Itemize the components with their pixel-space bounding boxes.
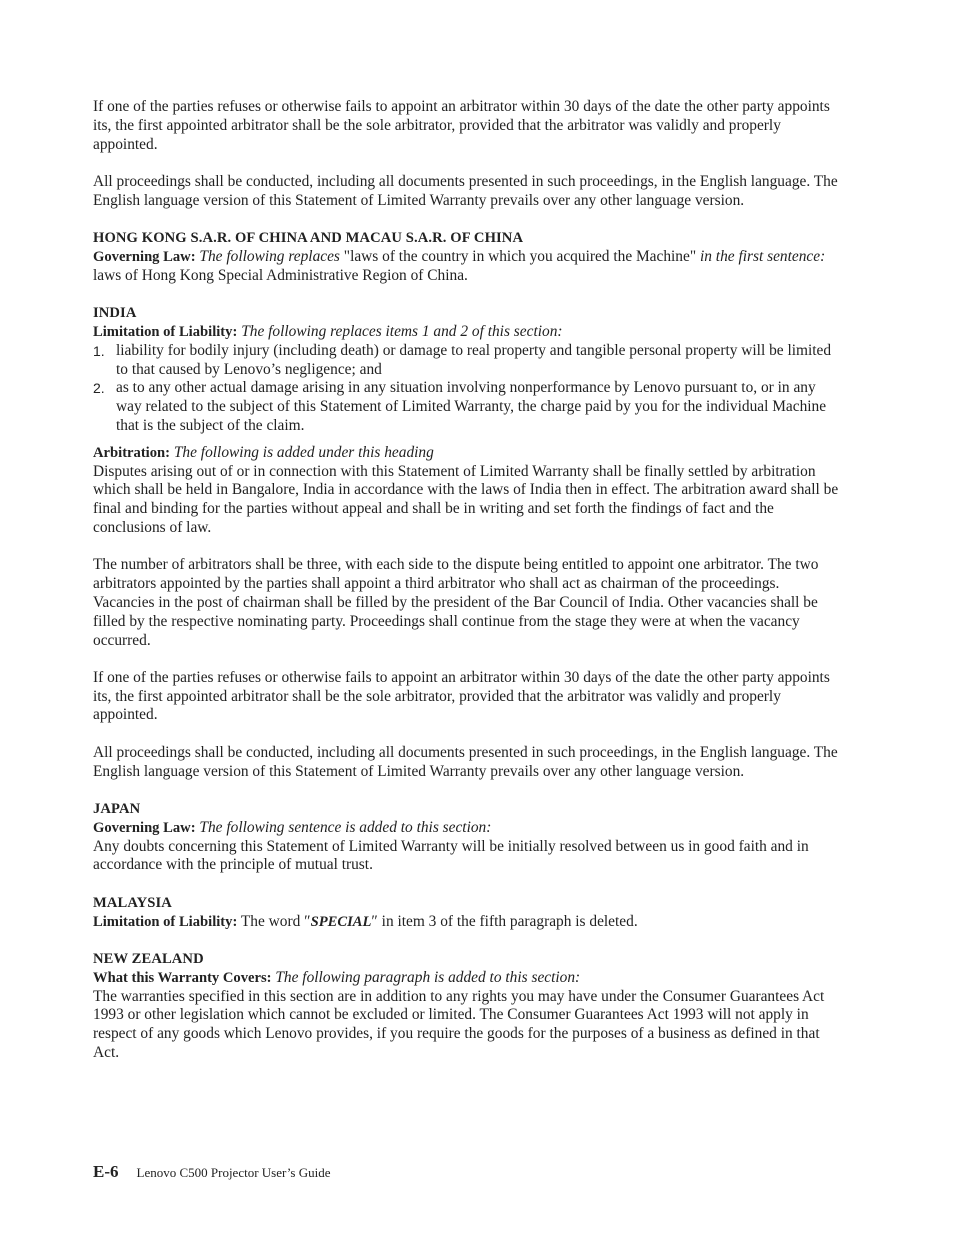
japan-governing-law-text: Any doubts concerning this Statement of Limited Warranty will be initially resolved between us in good faith and in accordance with the principle of mutual trust. — [93, 837, 809, 874]
liability-intro-text: The following replaces items 1 and 2 of this section: — [241, 322, 563, 340]
new-zealand-text: The warranties specified in this section are in addition to any rights you may have under the Consumer Guarantees Act 1993 or other legislation which cannot be excluded or limited. The Consumer Guarantees Act 1993 will not apply in respect of any goods which Lenovo provides, if you require the goods for the purposes of a business as defined in that Act. — [93, 987, 825, 1062]
paragraph-arbitrator-appointment: If one of the parties refuses or otherwise fails to appoint an arbitrator within 30 days of the date the other party appoints its, the first appointed arbitrator shall be the sole arbitrator, provided that the arbitrator was validly and properly appointed. — [93, 98, 830, 153]
malaysia-text-pre: The word ″ — [240, 912, 311, 930]
intro-italic: The following replaces — [199, 247, 340, 265]
list-item-text: liability for bodily injury (including death) or damage to real property and tangible personal property will be limited to that caused by Lenovo’s negligence; and — [116, 341, 832, 378]
heading-malaysia: MALAYSIA — [93, 894, 172, 911]
governing-law-label: Governing Law: — [93, 248, 196, 265]
hong-kong-governing-law-intro — [93, 248, 843, 267]
india-arbitration-paragraph-3: If one of the parties refuses or otherwise fails to appoint an arbitrator within 30 days of the date the other party appoints its, the first appointed arbitrator shall be the sole arbitrator, provided that the arbitrator was validly and properly appointed. — [93, 668, 830, 724]
malaysia-liability-text — [93, 913, 843, 932]
india-arbitration-paragraph-4: All proceedings shall be conducted, including all documents presented in such proceedings, in the English language. The English language version of this Statement of Limited Warranty prevails over any other language version. — [93, 743, 838, 780]
heading-india: INDIA — [93, 305, 137, 322]
section-malaysia — [93, 894, 843, 932]
india-arbitration-intro — [93, 444, 843, 463]
section-new-zealand — [93, 950, 843, 1063]
india-liability-intro — [93, 323, 843, 342]
india-arbitration-paragraph-1: Disputes arising out of or in connection with this Statement of Limited Warranty shall be finally settled by arbitration which shall be held in Bangalore, India in accordance with the laws of India then in effect. The arbitration award shall be final and binding for the parties without appeal and shall be in writing and set forth the findings of fact and the conclusions of law. — [93, 462, 839, 536]
governing-law-label: Governing Law: — [93, 819, 196, 836]
warranty-covers-label: What this Warranty Covers: — [93, 969, 272, 986]
page-footer — [93, 1162, 331, 1182]
intro-italic-tail: in the first sentence: — [699, 247, 826, 265]
list-item-number: 2. — [93, 380, 105, 397]
japan-governing-law-intro — [93, 819, 843, 838]
section-india — [93, 304, 843, 781]
intro-quote: "laws of the country in which you acquired the Machine" — [343, 247, 697, 265]
arbitration-label: Arbitration: — [93, 444, 171, 461]
japan-intro-text: The following sentence is added to this section: — [199, 818, 492, 836]
india-liability-list — [93, 342, 843, 436]
malaysia-text-post: ″ in item 3 of the fifth paragraph is deleted. — [371, 912, 638, 930]
paragraph-language: All proceedings shall be conducted, including all documents presented in such proceedings, in the English language. The English language version of this Statement of Limited Warranty prevails over any other language version. — [93, 172, 838, 209]
limitation-of-liability-label: Limitation of Liability: — [93, 913, 238, 930]
heading-japan: JAPAN — [93, 801, 141, 818]
new-zealand-intro-text: The following paragraph is added to this section: — [275, 968, 581, 986]
section-japan — [93, 800, 843, 875]
arbitration-intro-text: The following is added under this heading — [173, 443, 434, 461]
document-page — [93, 98, 843, 1063]
hong-kong-governing-law-text: laws of Hong Kong Special Administrative Region of China. — [93, 266, 468, 284]
guide-title: Lenovo C500 Projector User’s Guide — [136, 1165, 331, 1180]
list-item — [93, 379, 843, 435]
section-hong-kong — [93, 229, 843, 285]
new-zealand-intro — [93, 969, 843, 988]
special-word: SPECIAL — [310, 913, 372, 930]
heading-hong-kong: HONG KONG S.A.R. OF CHINA AND MACAU S.A.R. OF CHINA — [93, 230, 524, 247]
india-arbitration-paragraph-2: The number of arbitrators shall be three, with each side to the dispute being entitled to appoint one arbitrator. The two arbitrators appointed by the parties shall appoint a third arbitrator who shall act as chairman of the proceedings. Vacancies in the post of chairman shall be filled by the president of the Bar Council of India. Other vacancies shall be filled by the respective nominating party. Proceedings shall continue from the stage they were at when the vacancy occurred. — [93, 556, 819, 649]
list-item-text: as to any other actual damage arising in any situation involving nonperformance by Lenovo pursuant to, or in any way related to the subject of this Statement of Limited Warranty, the charge paid by you for the individual Machine that is the subject of the claim. — [116, 379, 827, 434]
page-number: E-6 — [93, 1162, 119, 1181]
limitation-of-liability-label: Limitation of Liability: — [93, 323, 238, 340]
heading-new-zealand: NEW ZEALAND — [93, 951, 204, 968]
list-item-number: 1. — [93, 342, 105, 359]
list-item — [93, 342, 843, 380]
